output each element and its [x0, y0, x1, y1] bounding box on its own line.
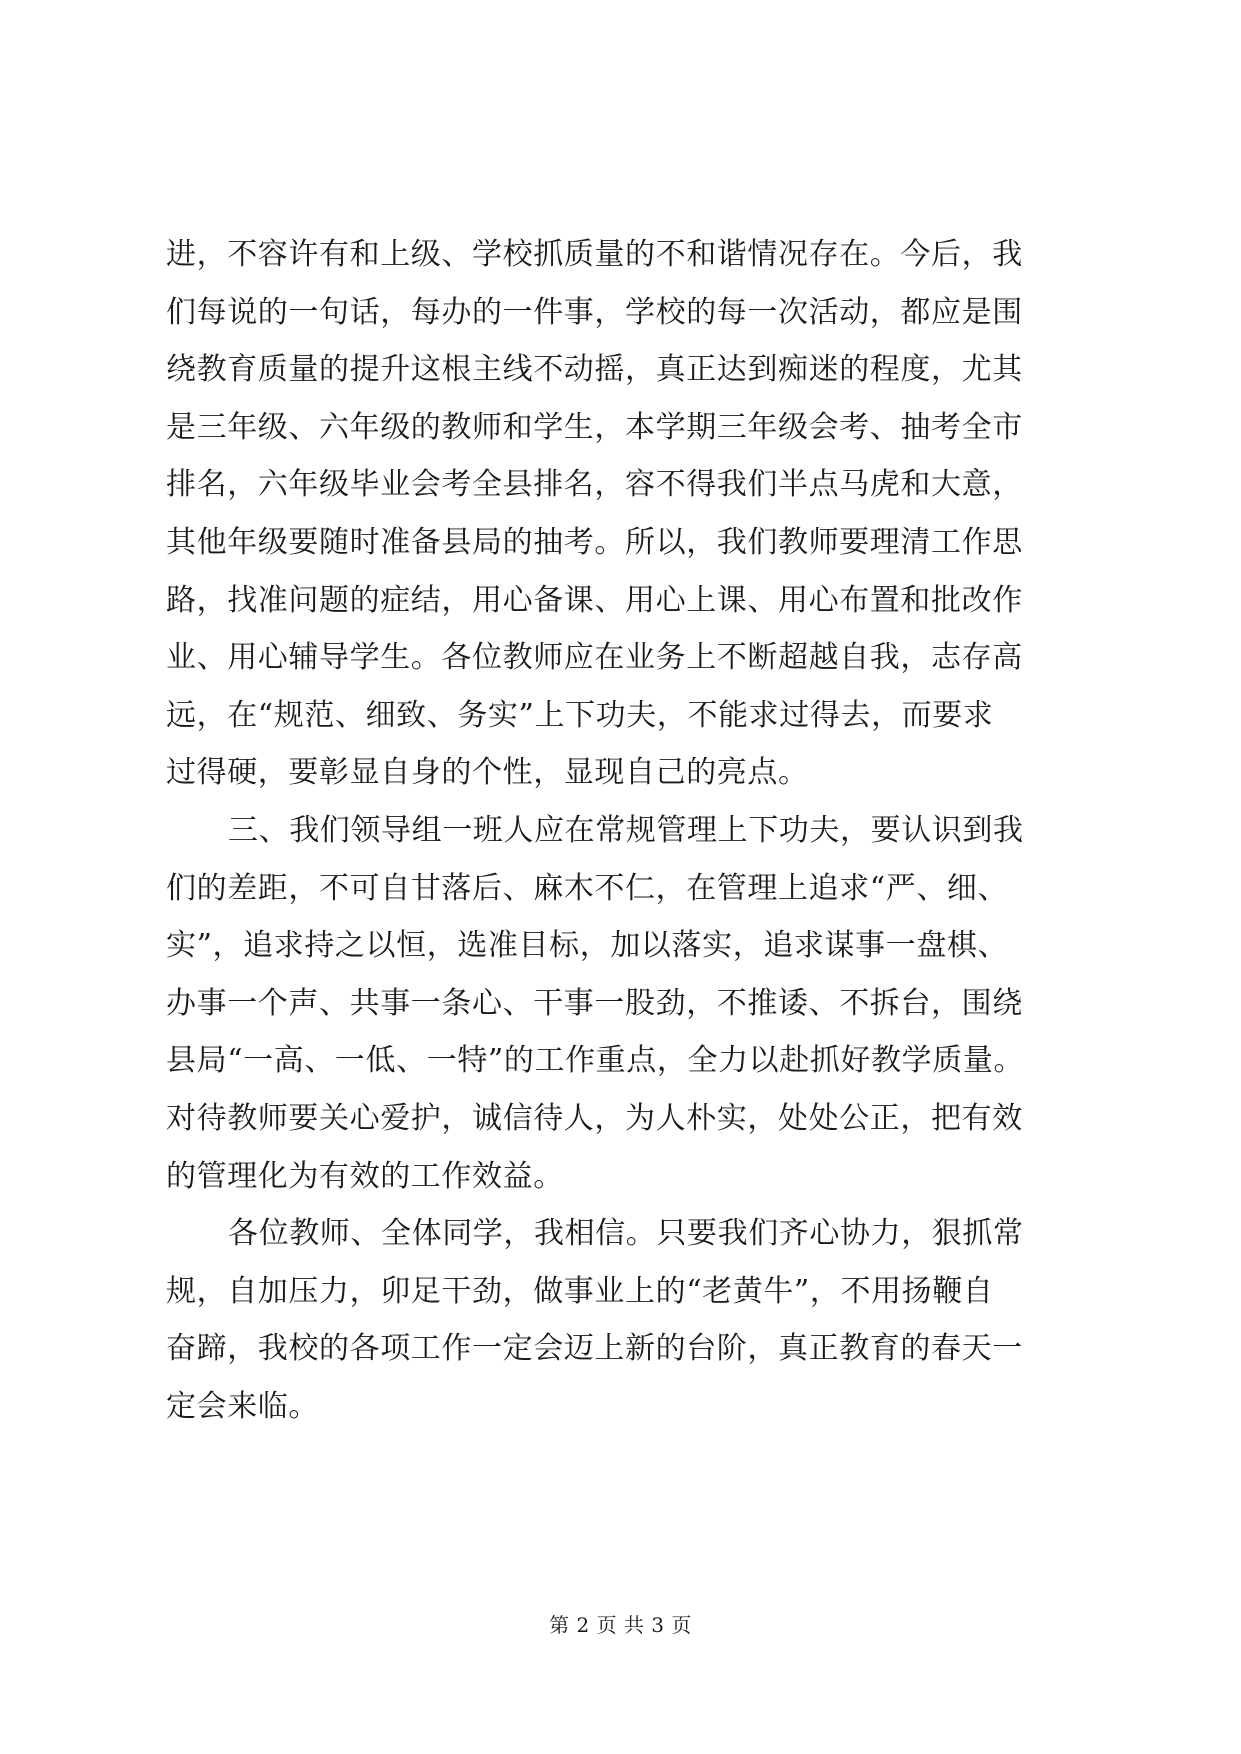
- paragraph-1: [166, 226, 1078, 802]
- text-line: 是三年级、六年级的教师和学生，本学期三年级会考、抽考全市: [166, 409, 1023, 445]
- text-line: 办事一个声、共事一条心、干事一股劲，不推诿、不拆台，围绕: [166, 985, 1023, 1021]
- text-line: 路，找准问题的症结，用心备课、用心上课、用心布置和批改作: [166, 582, 1023, 618]
- text-line: 奋蹄，我校的各项工作一定会迈上新的台阶，真正教育的春天一: [166, 1331, 1023, 1367]
- text-line: 排名，六年级毕业会考全县排名，容不得我们半点马虎和大意，: [166, 467, 1023, 503]
- text-line: 县局“一高、一低、一特”的工作重点，全力以赴抓好教学质量。: [166, 1043, 1025, 1079]
- text-line: 们每说的一句话，每办的一件事，学校的每一次活动，都应是围: [166, 294, 1023, 330]
- text-line: 对待教师要关心爱护，诚信待人，为人朴实，处处公正，把有效: [166, 1100, 1023, 1136]
- page-number-footer: 第 2 页 共 3 页: [549, 1613, 692, 1637]
- text-line: 远，在“规范、细致、务实”上下功夫，不能求过得去，而要求: [166, 697, 994, 733]
- text-line: 定会来临。: [166, 1388, 319, 1424]
- text-line: 的管理化为有效的工作效益。: [166, 1158, 564, 1194]
- document-body: [166, 226, 1078, 1435]
- text-line: 绕教育质量的提升这根主线不动摇，真正达到痴迷的程度，尤其: [166, 352, 1023, 388]
- text-line: 过得硬，要彰显自身的个性，显现自己的亮点。: [166, 755, 809, 791]
- paragraph-2: [166, 802, 1078, 1205]
- text-line: 业、用心辅导学生。各位教师应在业务上不断超越自我，志存高: [166, 640, 1023, 676]
- text-line: 规，自加压力，卯足干劲，做事业上的“老黄牛”，不用扬鞭自: [166, 1273, 994, 1309]
- text-line-indented: 三、我们领导组一班人应在常规管理上下功夫，要认识到我: [228, 812, 1024, 848]
- text-line: 进，不容许有和上级、学校抓质量的不和谐情况存在。今后，我: [166, 237, 1023, 272]
- paragraph-3: [166, 1205, 1078, 1435]
- text-line: 其他年级要随时准备县局的抽考。所以，我们教师要理清工作思: [166, 524, 1023, 560]
- text-line: 们的差距，不可自甘落后、麻木不仁，在管理上追求“严、细、: [166, 870, 1009, 906]
- text-line: 实”，追求持之以恒，选准目标，加以落实，追求谋事一盘棋、: [166, 928, 1009, 964]
- text-line-indented: 各位教师、全体同学，我相信。只要我们齐心协力，狠抓常: [228, 1216, 1024, 1252]
